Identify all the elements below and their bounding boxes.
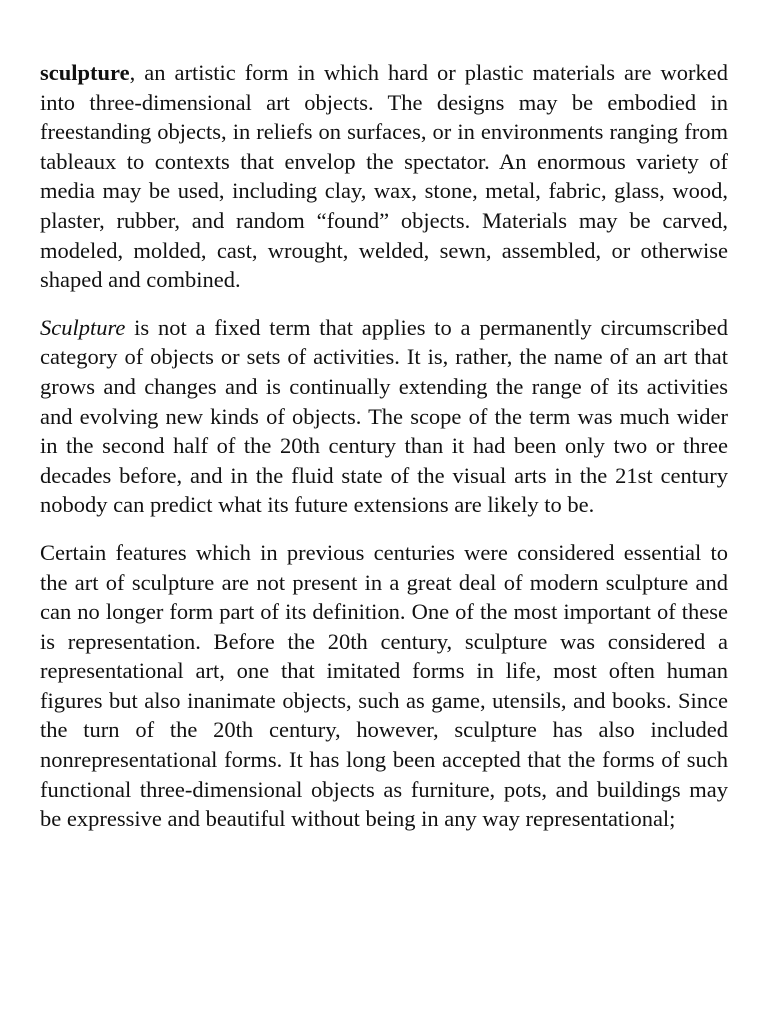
paragraph-text: is not a fixed term that applies to a permanently circumscribed category of objects or sets of activities. It is, rather, the name of an art that grows and changes and is continually extending the range of its activities and evolving new kinds of objects. The scope of the term was much wider in the second half of the 20th century than it had been only two or three decades before, and in the fluid state of the visual arts in the 21st century nobody can predict what its future extensions are likely to be. — [40, 314, 728, 518]
paragraph-definition — [40, 58, 728, 295]
article-body — [40, 58, 728, 852]
paragraph-text: , an artistic form in which hard or plastic materials are worked into three-dimensional art objects. The designs may be embodied in freestanding objects, in reliefs on surfaces, or in environments ranging from tableaux to contexts that envelop the spectator. An enormous variety of media may be used, including clay, wax, stone, metal, fabric, glass, wood, plaster, rubber, and random “found” objects. Materials may be carved, modeled, molded, cast, wrought, welded, sewn, assembled, or otherwise shaped and combined. — [40, 60, 728, 293]
headword: sculpture — [40, 60, 130, 85]
italic-term: Sculpture — [40, 314, 126, 340]
paragraph-representation — [40, 538, 728, 834]
paragraph-scope — [40, 313, 728, 520]
paragraph-text: Certain features which in previous centuries were considered essential to the art of sculpture are not present in a great deal of modern sculpture and can no longer form part of its definition. One of the most important of these is representation. Before the 20th century, sculpture was considered a representational art, one that imitated forms in life, most often human figures but also inanimate objects, such as game, utensils, and books. Since the turn of the 20th century, however, sculpture has also included nonrepresentational forms. It has long been accepted that the forms of such functional three-dimensional objects as furniture, pots, and buildings may be expressive and beautiful without being in any way representational; — [40, 539, 728, 832]
